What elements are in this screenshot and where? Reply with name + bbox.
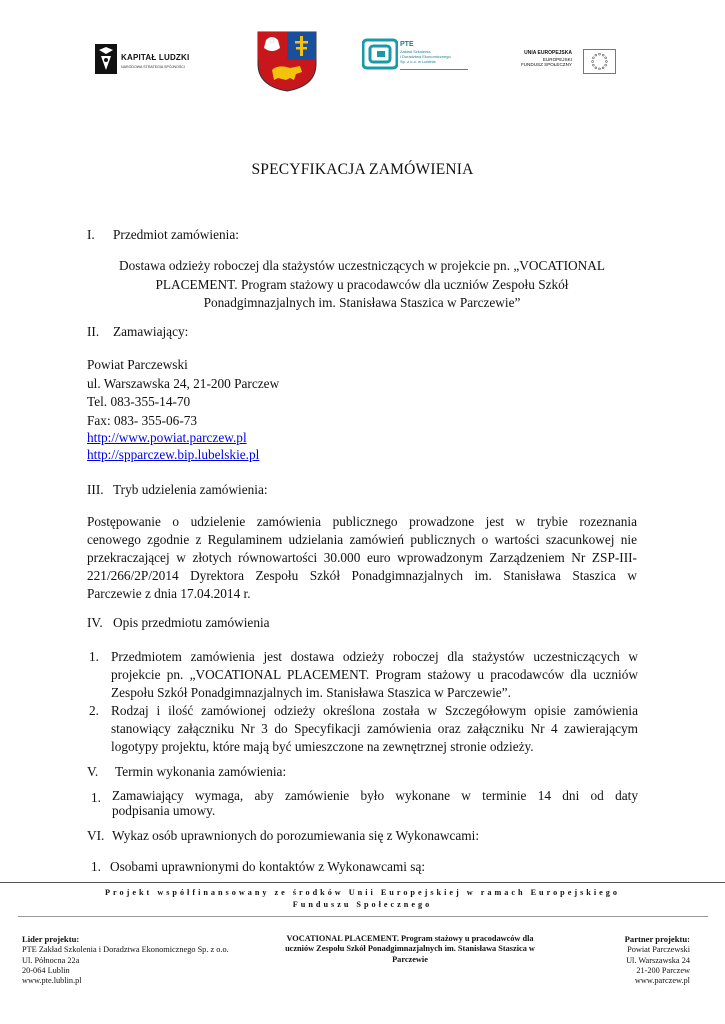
section-6-item1-line1: Osobami uprawnionymi do kontaktów z Wykonawcami są:: [110, 859, 426, 874]
section-5-item1-line1: Zamawiający wymaga, aby zamówienie było wykonane w terminie 14 dni od daty: [112, 788, 638, 803]
section-4-item2-num: 2.: [89, 703, 99, 718]
project-block: [250, 934, 570, 965]
eu-logo: [512, 49, 617, 77]
orderer-name: Powiat Parczewski: [87, 357, 188, 372]
section-2-heading: Zamawiający:: [113, 324, 189, 339]
section-3-line2: cenowego zgodnie z Regulaminem udzielania zamówień publicznych o wartości szacunkowej nie: [87, 532, 637, 547]
powiat-crest-logo: [256, 30, 318, 92]
footer-rule: [18, 916, 708, 917]
section-3-line4: 221/266/2P/2014 Dyrektora Zespołu Szkół Ponadgimnazjalnych im. Stanisława Staszica w: [87, 568, 637, 583]
eu-line3: FUNDUSZ SPOŁECZNY: [520, 62, 572, 68]
lider-line2: Ul. Północna 22a: [22, 955, 80, 965]
eu-flag-icon: [583, 49, 616, 74]
section-1-line2: PLACEMENT. Program stażowy u pracodawców dla uczniów Zespołu Szkół: [155, 277, 569, 292]
cofinancing-line2: Funduszu Społecznego: [292, 900, 433, 909]
section-4-item1-line2: projekcie pn. „VOCATIONAL PLACEMENT. Program stażowy u pracodawców dla uczniów: [111, 667, 638, 682]
eu-line2: EUROPEJSKI: [542, 56, 572, 62]
section-6-item1-num: 1.: [91, 859, 101, 874]
lider-line3: 20-064 Lublin: [22, 965, 70, 975]
lider-label: Lider projektu:: [22, 934, 80, 944]
orderer-tel: Tel. 083-355-14-70: [87, 394, 191, 409]
section-6-heading: Wykaz osób uprawnionych do porozumiewania się z Wykonawcami:: [112, 828, 480, 843]
pte-line3: Sp. z o.o. w Lublinie: [400, 59, 436, 64]
section-5-item1-num: 1.: [91, 790, 101, 805]
partner-line4: www.parczew.pl: [634, 976, 690, 986]
document-title: SPECYFIKACJA ZAMÓWIENIA: [251, 161, 474, 178]
section-1-line1: Dostawa odzieży roboczej dla stażystów uczestniczących w projekcie pn. „VOCATIONAL: [119, 258, 605, 273]
section-1-line3: Ponadgimnazjalnych im. Stanisława Staszica w Parczewie”: [203, 295, 521, 310]
powiat-website-link[interactable]: http://www.powiat.parczew.pl: [87, 430, 247, 445]
kapital-ludzki-subtitle: NARODOWA STRATEGIA SPÓJNOŚCI: [121, 65, 185, 69]
project-line1: VOCATIONAL PLACEMENT. Program stażowy u pracodawców dla: [286, 934, 534, 943]
section-3-num: III.: [87, 482, 104, 497]
section-3-heading: Tryb udzielenia zamówienia:: [113, 482, 268, 497]
pte-line2: i Doradztwa Ekonomicznego: [400, 54, 451, 59]
project-line3: Parczewie: [392, 954, 428, 964]
kapital-ludzki-title: KAPITAŁ LUDZKI: [121, 53, 190, 62]
pte-logo: [362, 38, 472, 72]
section-4-item1-line1: Przedmiotem zamówienia jest dostawa odzieży roboczej dla stażystów uczestniczących w: [111, 649, 638, 664]
cofinancing-note: [0, 887, 725, 911]
partner-line1: Powiat Parczewski: [627, 945, 690, 955]
section-4-heading: Opis przedmiotu zamówienia: [113, 615, 270, 630]
section-1-heading: Przedmiot zamówienia:: [113, 227, 239, 242]
partner-line3: 21-200 Parczew: [636, 965, 690, 975]
project-line2: uczniów Zespołu Szkół Ponadgimnazjalnych im. Stanisława Staszica w: [285, 944, 535, 954]
coat-of-arms-icon: [256, 30, 318, 92]
section-5-num: V.: [87, 764, 99, 779]
section-5-heading: Termin wykonania zamówienia:: [115, 764, 287, 779]
partner-label: Partner projektu:: [624, 934, 690, 944]
lider-line4: www.pte.lublin.pl: [22, 976, 82, 986]
pte-underline: [400, 69, 468, 70]
pte-line1: Zakład Szkolenia: [400, 49, 431, 54]
pte-name: PTE: [400, 41, 414, 48]
section-5-item1-line2: podpisania umowy.: [112, 803, 216, 818]
section-4-num: IV.: [87, 615, 103, 630]
eu-line1: UNIA EUROPEJSKA: [524, 50, 572, 56]
orderer-address: ul. Warszawska 24, 21-200 Parczew: [87, 376, 280, 391]
section-3-line1: Postępowanie o udzielenie zamówienia publicznego prowadzone jest w trybie rozeznania: [87, 514, 637, 529]
section-4-item1-line3: Zespołu Szkół Ponadgimnazjalnych im. Stanisława Staszica w Parczewie”.: [111, 685, 511, 700]
section-4-item2-line1: Rodzaj i ilość zamówionej odzieży określona została w Szczegółowym opisie zamówienia: [111, 703, 638, 718]
kapital-ludzki-mark-icon: [95, 44, 117, 74]
section-3-line3: przekraczającej w złotych równowartości 30.000 euro wprowadzonym Zarządzeniem Nr ZSP-III-: [87, 550, 637, 565]
eu-text: [512, 50, 572, 68]
section-1-num: I.: [87, 227, 95, 242]
section-4-item2-line2: stanowiący załączniku Nr 3 do Specyfikacji zamówienia oraz załączniku Nr 4 zawierającym: [111, 721, 638, 736]
pte-mark-icon: [362, 38, 398, 70]
cofinancing-line1: Projekt współfinansowany ze środków Unii Europejskiej w ramach Europejskiego: [105, 888, 620, 897]
section-4-item2-line3: logotypy projektu, które mają być umieszczone na zewnętrznej stronie odzieży.: [111, 739, 534, 754]
section-2-num: II.: [87, 324, 100, 339]
section-6-num: VI.: [87, 828, 105, 843]
bip-website-link[interactable]: http://spparczew.bip.lubelskie.pl: [87, 447, 260, 462]
orderer-fax: Fax: 083- 355-06-73: [87, 413, 198, 428]
pte-text: [400, 41, 451, 64]
footer-divider: [0, 882, 725, 883]
section-3-line5: Parczewie z dnia 17.04.2014 r.: [87, 586, 251, 601]
section-4-item1-num: 1.: [89, 649, 99, 664]
partner-line2: Ul. Warszawska 24: [626, 955, 690, 965]
partner-block: [560, 934, 690, 986]
lider-block: [22, 934, 252, 986]
lider-line1: PTE Zakład Szkolenia i Doradztwa Ekonomicznego Sp. z o.o.: [22, 945, 229, 955]
kapital-ludzki-logo: [95, 44, 205, 76]
